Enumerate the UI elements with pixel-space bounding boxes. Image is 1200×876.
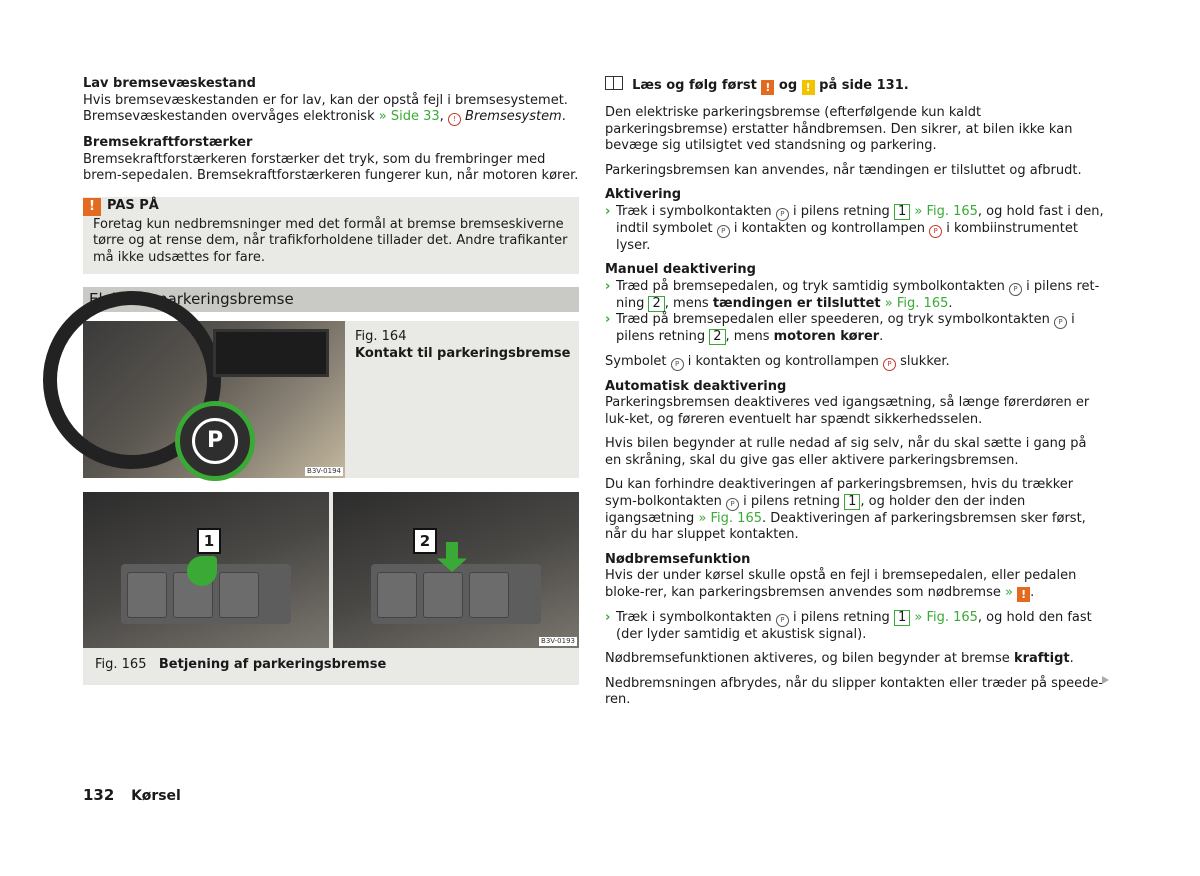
warning-icon: ! (1017, 587, 1030, 602)
text: Træd på bremsepedalen, og tryk samtidig symbolkontakten (616, 278, 1009, 294)
intro-text: Læs og følg først (632, 78, 762, 93)
text: i pilens retning (738, 493, 845, 509)
auto-paragraph-1: Parkeringsbremsen deaktiveres ved igangsætning, så længe førerdøren er luk-ket, og føreren eventuelt har spændt sikkerhedsselen. (605, 395, 1090, 427)
figure-164 (83, 321, 579, 478)
bold-text: kraftigt (1013, 651, 1070, 666)
parking-brake-icon: P (776, 208, 789, 221)
emergency-title: Nødbremsefunktion (605, 551, 751, 567)
text: Træk i symbolkontakten (616, 203, 776, 219)
switch-key (469, 572, 509, 618)
emergency-step: › Træk i symbolkontakten P i pilens retning 1 » Fig. 165, og hold den fast (der lyder samtidig et akustisk signal). (605, 609, 1092, 642)
fig-165-link[interactable]: » Fig. 165 (698, 510, 762, 526)
booster-text: Bremsekraftforstærkeren forstærker det tryk, som du frembringer med brem-sepedalen. Bremsekraftforstærkeren fungerer kun, når motoren kører. (83, 151, 579, 183)
operation-photo-pull (83, 492, 329, 648)
step-number: 2 (709, 329, 725, 345)
text: Træk i symbolkontakten (616, 609, 776, 625)
step-2-label: 2 (413, 528, 437, 554)
parking-brake-icon: P (1054, 316, 1067, 329)
text: i kombiinstrumentet lyser. (616, 220, 1078, 253)
activation-title: Aktivering (605, 187, 682, 202)
step-number: 1 (894, 204, 910, 220)
text: Nødbremsefunktionen aktiveres, og bilen begynder at bremse (605, 651, 1014, 666)
step-number: 2 (648, 296, 664, 312)
bold-text: tændingen er tilsluttet (712, 295, 881, 311)
step-1-label: 1 (197, 528, 221, 554)
text: , og hold fast i den, indtil symbolet (616, 203, 1104, 236)
figure-164-title: Kontakt til parkeringsbremse (355, 345, 571, 361)
section-title: Elektrisk parkeringsbremse (83, 287, 579, 312)
figure-code: B3V-0194 (307, 467, 341, 475)
text: . (948, 295, 953, 311)
text: i kontakten og kontrollampen (683, 353, 884, 369)
text: . Deaktiveringen af parkeringsbremsen sker først, når du har sluppet kontakten. (605, 510, 1086, 542)
parking-brake-icon: P (776, 614, 789, 627)
page-footer (83, 787, 181, 805)
intro-paragraph-2: Parkeringsbremsen kan anvendes, når tændingen er tilsluttet og afbrudt. (605, 162, 1082, 178)
text: slukker. (896, 353, 950, 369)
warning-icon: ! (761, 80, 774, 95)
warning-icon: ! (83, 198, 101, 216)
parking-brake-icon: P (717, 225, 730, 238)
symbol-off-paragraph (605, 354, 1105, 371)
chapter-name: Kørsel (131, 788, 181, 804)
text: , og hold den fast (der lyder samtidig et akustisk signal). (616, 609, 1092, 642)
booster-title: Bremsekraftforstærker (83, 135, 253, 150)
fig-165-link[interactable]: » Fig. 165 (914, 609, 978, 625)
brake-fluid-section (83, 76, 579, 126)
caution-header (83, 197, 569, 217)
caution-icon: ! (802, 80, 815, 95)
text: . (879, 329, 884, 344)
intro-reference (605, 76, 1105, 95)
booster-section (83, 135, 579, 185)
figure-165-title: Betjening af parkeringsbremse (158, 657, 387, 672)
switch-key (127, 572, 167, 618)
emergency-paragraph-3: Nedbremsningen afbrydes, når du slipper kontakten eller træder på speede-ren. (605, 675, 1104, 707)
text: Symbolet (605, 353, 671, 369)
auto-paragraph-3 (605, 477, 1105, 544)
fig-165-link[interactable]: » Fig. 165 (884, 295, 949, 311)
figure-164-label: Fig. 164 (355, 329, 407, 344)
parking-brake-icon: P (1009, 283, 1022, 296)
parking-brake-icon: P (671, 358, 684, 371)
text: Du kan forhindre deaktiveringen af parkeringsbremsen, hvis du trækker sym-bolkontakten (605, 477, 1074, 509)
bold-text: motoren kører (773, 329, 880, 344)
caution-box (83, 197, 579, 275)
figure-165 (83, 492, 579, 685)
text: i pilens retning (788, 203, 894, 219)
text-sep: , (439, 109, 448, 124)
manual-step-1: › Træd på bremsepedalen, og tryk samtidig symbolkontakten P i pilens ret-ning 2 , mens tændingen er tilsluttet » Fig. 165. (605, 278, 1100, 311)
page-33-link[interactable]: » Side 33 (378, 109, 440, 124)
parking-brake-lamp-icon: P (883, 358, 896, 371)
text: i pilens retning (616, 312, 1075, 344)
figure-code: B3V-0193 (541, 637, 575, 645)
brake-fluid-title: Lav bremsevæskestand (83, 76, 256, 91)
parking-brake-lamp-icon: P (929, 225, 942, 238)
operation-photo-push (333, 492, 579, 648)
text: , mens (664, 295, 713, 311)
auto-paragraph-2: Hvis bilen begynder at rulle nedad af sig selv, når du skal sætte i gang på en skråning, skal du give gas eller aktivere parkeringsbremsen. (605, 436, 1087, 468)
manual-release-title: Manuel deaktivering (605, 262, 756, 277)
emergency-paragraph-1 (605, 568, 1105, 602)
switch-key (377, 572, 417, 618)
switch-key-parking (423, 572, 463, 618)
fig-165-link[interactable]: » Fig. 165 (914, 203, 978, 219)
figure-164-caption (355, 329, 570, 362)
switch-key (219, 572, 259, 618)
activation-step: › Træk i symbolkontakten P i pilens retning 1 » Fig. 165, og hold fast i den, indtil symbolet P i kontakten og kontrollampen P i kombiinstrumentet lyser. (605, 203, 1104, 253)
brake-system-ref: Bremsesystem (465, 109, 562, 124)
text: Træd på bremsepedalen eller speederen, og tryk symbolkontakten (616, 312, 1054, 327)
book-icon (605, 76, 623, 90)
text: i pilens ret-ning (616, 278, 1100, 311)
text: i kontakten og kontrollampen (729, 220, 930, 236)
text: Hvis der under kørsel skulle opstå en fejl i bremsepedalen, eller pedalen bloke-rer, kan parkeringsbremsen anvendes som nødbremse (605, 568, 1077, 600)
brake-warning-icon: ! (448, 113, 461, 126)
pull-arrow-icon (187, 556, 217, 586)
intro-text: og (774, 78, 802, 93)
intro-paragraph-1: Den elektriske parkeringsbremse (efterfølgende kun kaldt parkeringsbremse) erstatter håndbremsen. Den sikrer, at bilen ikke kan bevæge sig utilsigtet ved standsning og parkering. (605, 105, 1073, 153)
step-number: 1 (894, 610, 910, 626)
parking-brake-icon: P (175, 401, 255, 481)
continue-arrow-icon (1102, 676, 1109, 684)
text: . (1069, 651, 1074, 666)
emergency-paragraph-2 (605, 651, 1105, 668)
figure-165-caption (95, 657, 386, 674)
auto-release-title: Automatisk deaktivering (605, 378, 787, 394)
figure-165-label: Fig. 165 (95, 657, 147, 672)
intro-page-ref: på side 131. (814, 78, 909, 93)
brake-fluid-text: Hvis bremsevæskestanden er for lav, kan der opstå fejl i bremsesystemet. Bremsevæskestanden overvåges elektronisk (83, 92, 568, 124)
warning-link[interactable]: » (1004, 584, 1013, 600)
caution-text: Foretag kun nedbremsninger med det formål at bremse bremseskiverne tørre og at rense dem, når trafikforholdene tillader det. Andre trafikanter må ikke udsættes for fare. (93, 216, 568, 265)
text-end: . (561, 109, 566, 124)
parking-brake-icon: P (726, 498, 739, 511)
manual-step-2: › Træd på bremsepedalen eller speederen, og tryk symbolkontakten P i pilens retning 2 , mens motoren kører. (605, 312, 1075, 344)
right-column (605, 76, 1105, 717)
page-number: 132 (83, 786, 115, 804)
dashboard-photo (83, 321, 345, 478)
text: i pilens retning (788, 609, 894, 625)
caution-title: PAS PÅ (107, 198, 159, 214)
step-number: 1 (844, 494, 860, 510)
infotainment-screen (213, 329, 329, 377)
left-column (83, 76, 579, 685)
text: , og holder den der inden igangsætning (605, 493, 1026, 526)
text: , mens (725, 329, 774, 344)
text: . (1030, 584, 1035, 600)
